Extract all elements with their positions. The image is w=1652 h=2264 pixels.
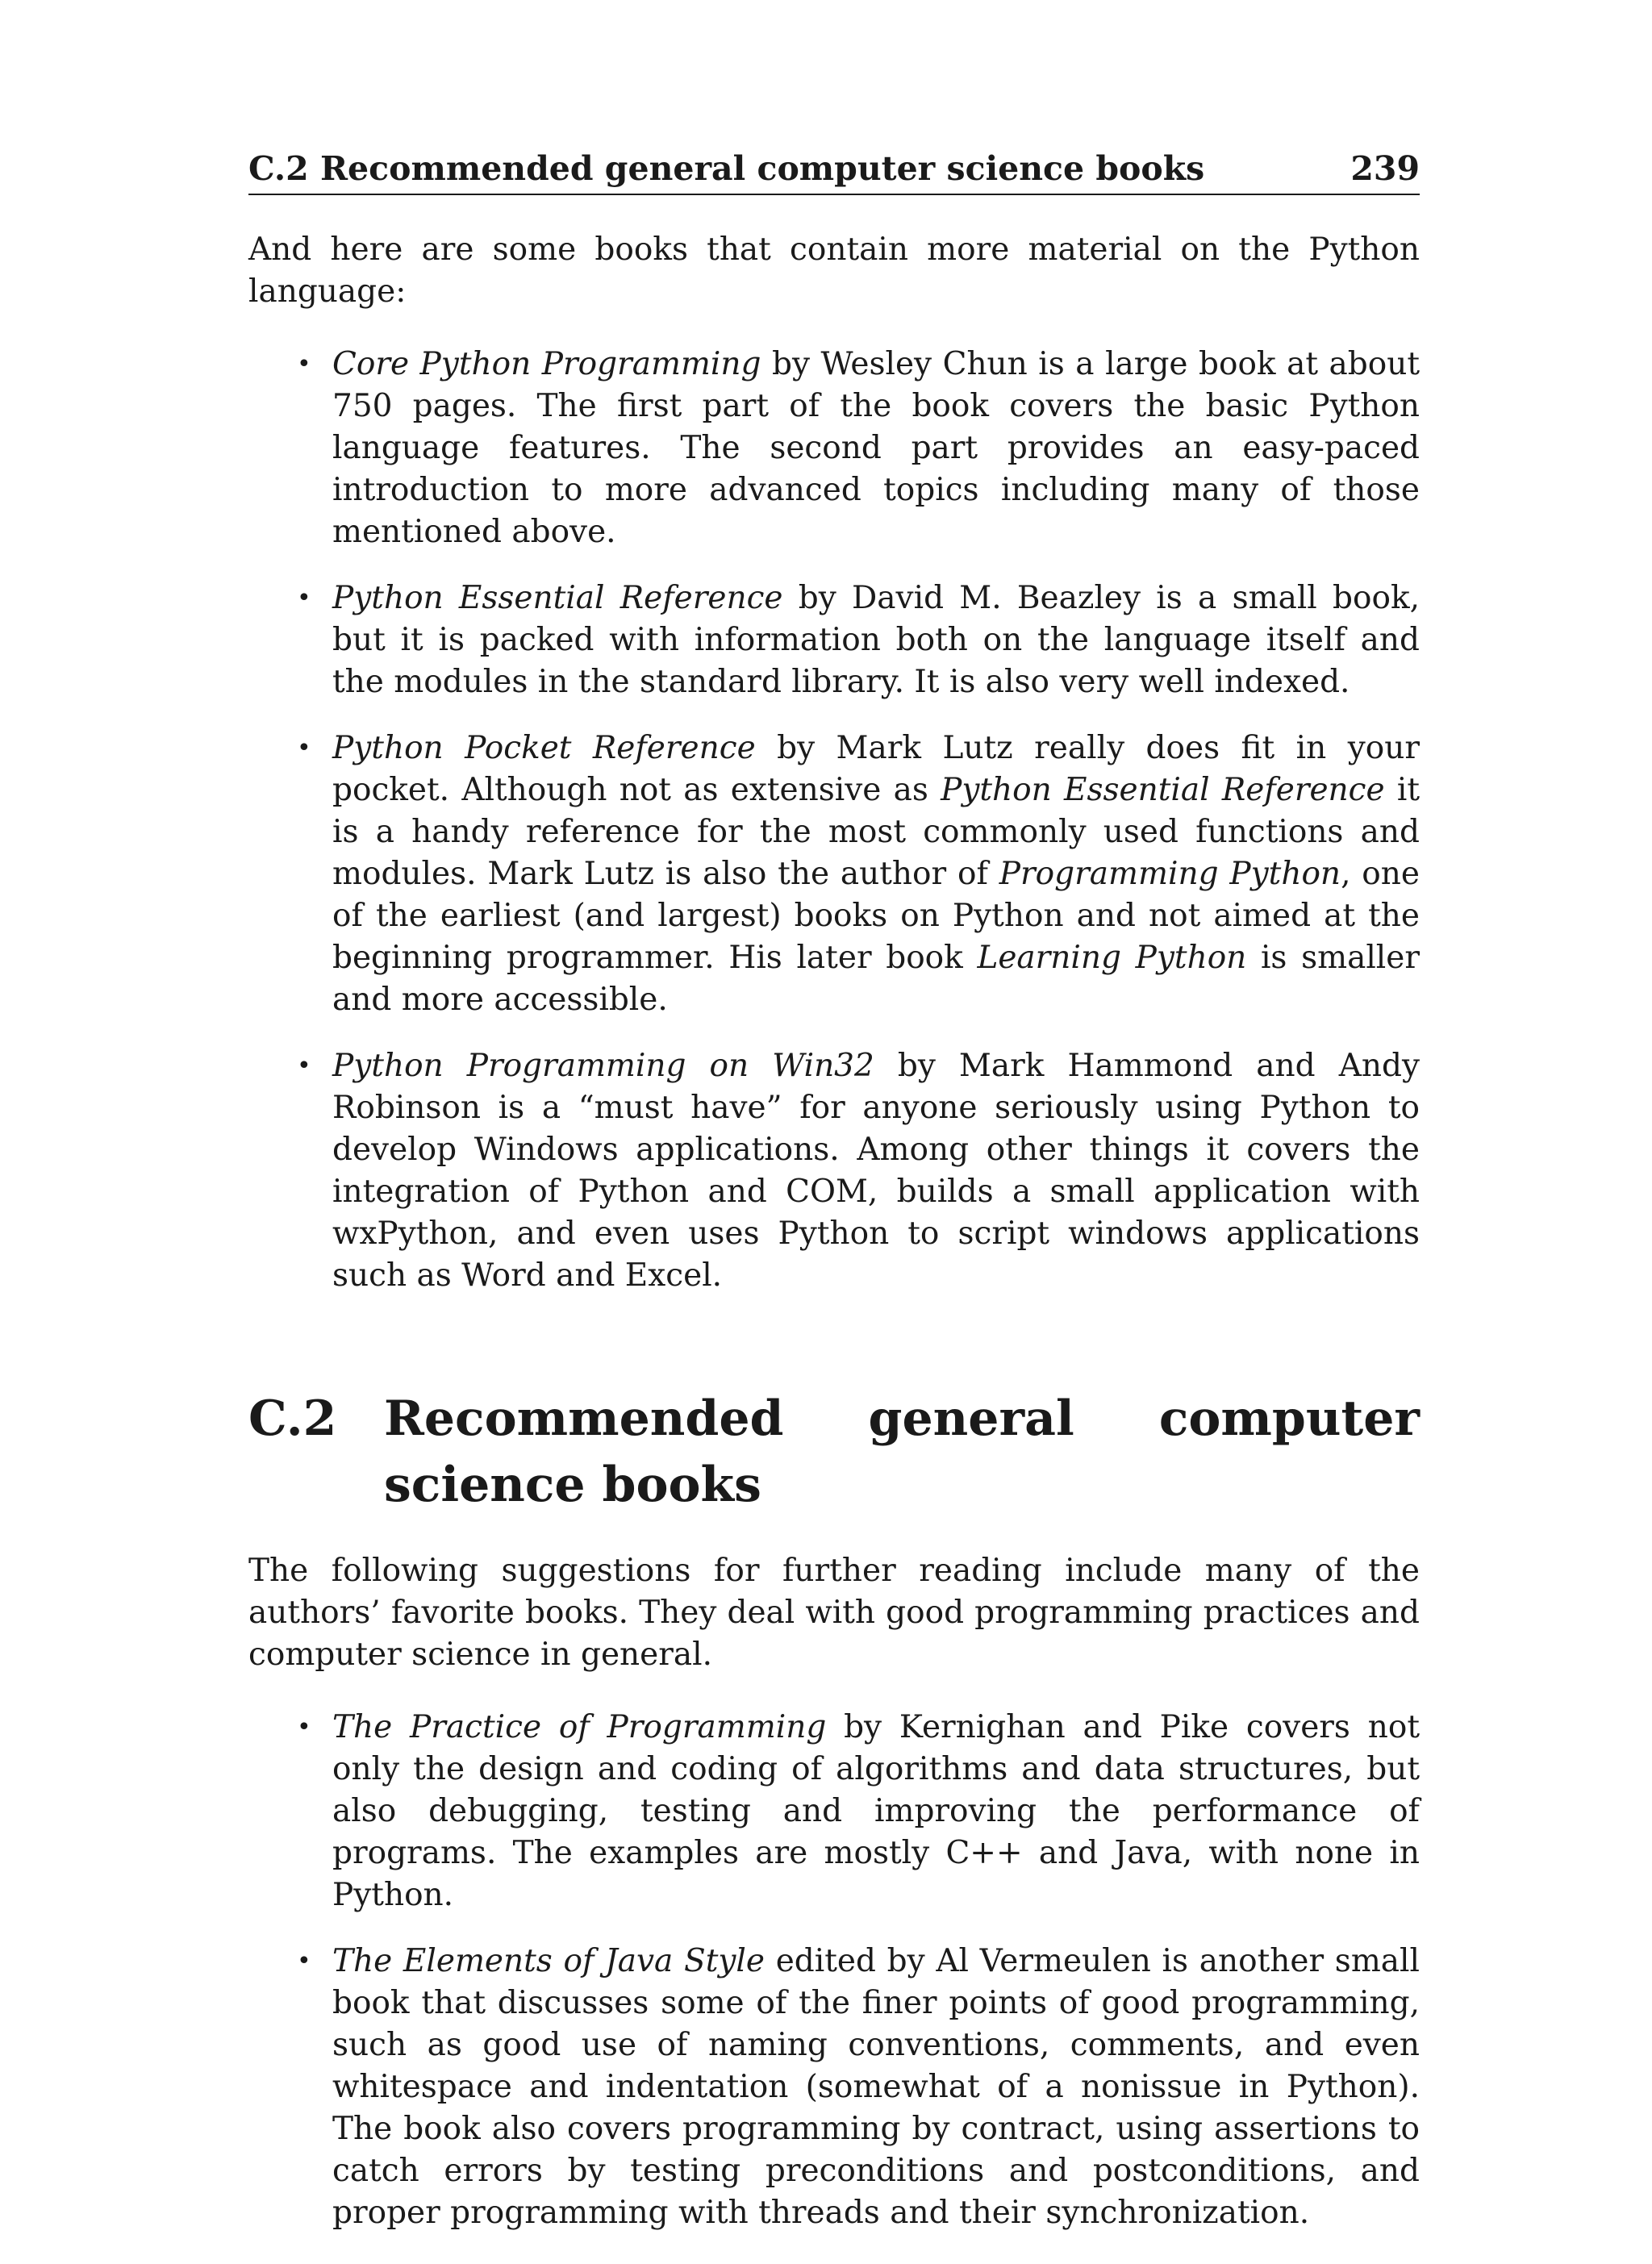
bullet-icon: • [297,350,311,378]
book-description: by Kernighan and Pike covers not only the design and coding of algorithms and data structures, but also debugging, testing and improving the performance of programs. The examples are mostly C++ and Java, with none in Python. [332,1709,1420,1913]
book-description: by David M. Beazley is a small book, but it is packed with information both on the language itself and the modules in the standard library. It is also very well indexed. [332,580,1420,700]
book-description: by Mark Lutz really does fit in your pocket. Although not as extensive as [332,730,1420,808]
cs-books-intro: The following suggestions for further reading include many of the authors’ favorite books. They deal with good programming practices and computer science in general. [248,1553,1420,1673]
book-description: edited by Al Vermeulen is another small book that discusses some of the finer points of good programming, such as good use of naming conventions, comments, and even whitespace and indentation (somewhat of a nonissue in Python). The book also covers programming by contract, using assertions to catch errors by testing preconditions and postconditions, and proper programming with threads and their synchronization. [332,1943,1420,2231]
list-item [248,1707,1420,1916]
python-book-list [248,344,1420,1297]
book-title: The Elements of Java Style [332,1943,765,1979]
book-description: it is a handy reference for the most commonly used functions and modules. Mark Lutz is also the author of [332,772,1420,892]
book-title: The Practice of Programming [332,1709,827,1745]
book-title: Python Essential Reference [332,580,783,616]
python-books-intro: And here are some books that contain more material on the Python language: [248,231,1420,310]
section-number: C.2 [248,1391,337,1447]
bullet-icon: • [297,1713,311,1741]
list-item [248,1941,1420,2234]
book-title: Programming Python [999,856,1341,892]
bullet-icon: • [297,584,311,612]
book-title: Python Essential Reference [941,772,1385,808]
list-item [248,344,1420,553]
bullet-icon: • [297,1947,311,1975]
book-title: Learning Python [977,940,1247,976]
cs-book-list [248,1707,1420,2234]
page-number: 239 [1350,149,1420,188]
book-title: Python Programming on Win32 [332,1048,874,1084]
book-page [248,145,1420,2258]
section-title: Recommended general computer science books [384,1391,1420,1513]
book-description: by Wesley Chun is a large book at about 750 pages. The first part of the book covers the basic Python language features. The second part provides an easy-paced introduction to more advanced topics including many of those mentioned above. [332,346,1420,550]
book-description: , one of the earliest (and largest) books on Python and not aimed at the beginning programmer. His later book [332,856,1420,976]
bullet-icon: • [297,1052,311,1080]
list-item [248,728,1420,1021]
book-description: by Mark Hammond and Andy Robinson is a “must have” for anyone seriously using Python to develop Windows applications. Among other things it covers the integration of Python and COM, builds a small application with wxPython, and even uses Python to script windows applications such as Word and Excel. [332,1048,1420,1294]
running-header [248,145,1420,195]
bullet-icon: • [297,734,311,762]
running-header-title: C.2 Recommended general computer science books [248,149,1205,188]
book-title: Core Python Programming [332,346,761,382]
list-item [248,577,1420,703]
section-heading [248,1386,1420,1518]
list-item [248,1045,1420,1297]
book-title: Python Pocket Reference [332,730,756,766]
book-description: is smaller and more accessible. [332,940,1420,1018]
